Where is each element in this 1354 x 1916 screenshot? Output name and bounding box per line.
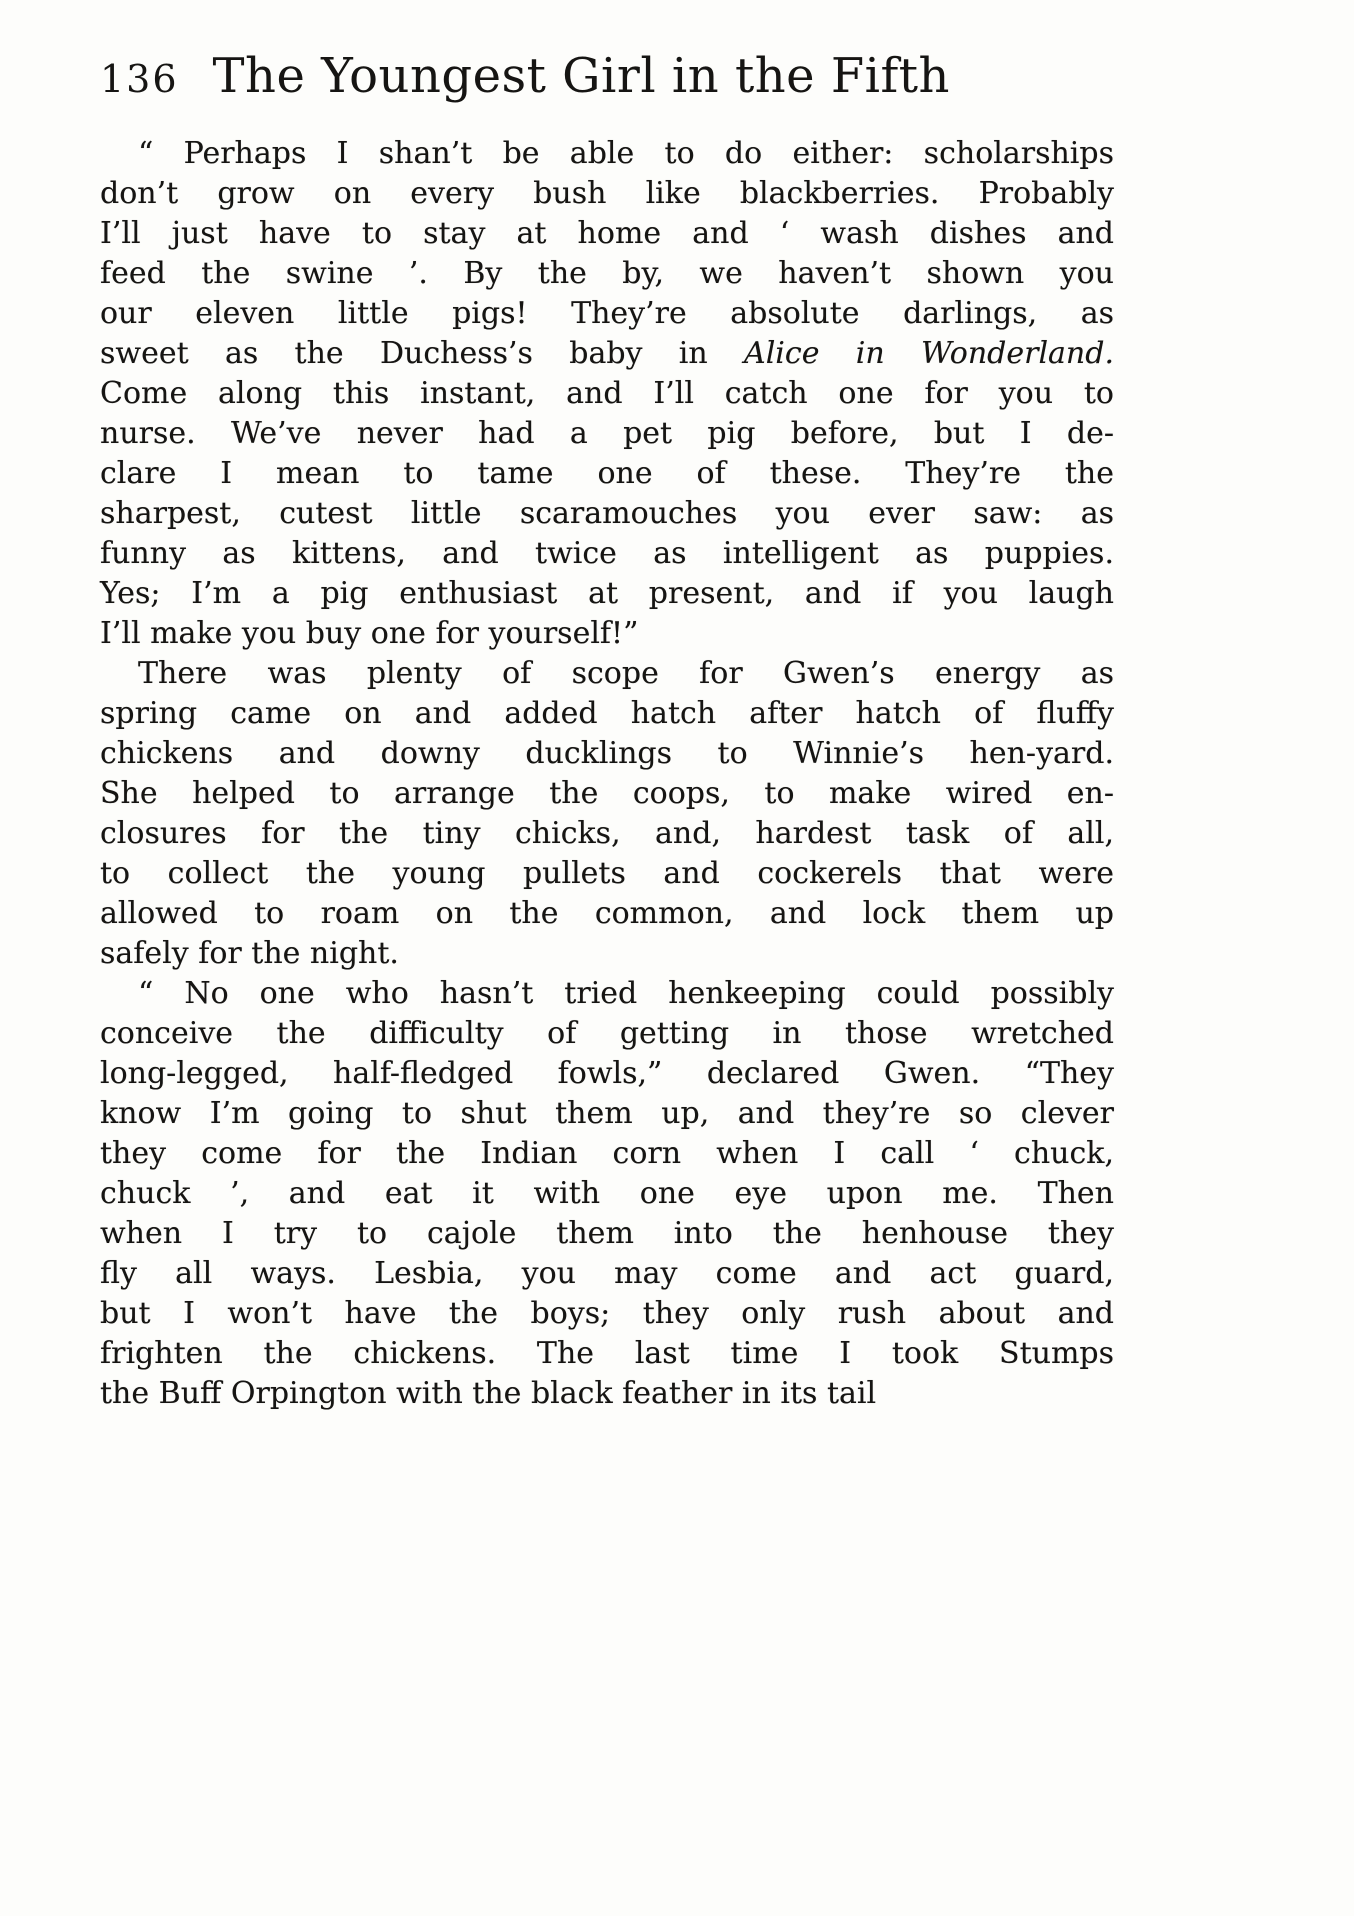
text-line: safely for the night.	[100, 936, 399, 971]
text-line: I’ll just have to stay at home and ‘ wash dishes and	[100, 216, 1114, 251]
text-line: sweet as the Duchess’s baby in Alice in Wonderland.	[100, 336, 1114, 371]
text-line: to collect the young pullets and cockerels that were	[100, 856, 1114, 891]
text-line: chickens and downy ducklings to Winnie’s hen-yard.	[100, 736, 1114, 771]
text-line: when I try to cajole them into the henhouse they	[100, 1216, 1114, 1251]
text-line: “ Perhaps I shan’t be able to do either: scholarships	[138, 136, 1114, 171]
text-block	[100, 134, 1114, 1414]
text-line: feed the swine ’. By the by, we haven’t shown you	[100, 256, 1114, 291]
running-title: The Youngest Girl in the Fifth	[212, 48, 950, 104]
text-line: chuck ’, and eat it with one eye upon me. Then	[100, 1176, 1114, 1211]
text-line: they come for the Indian corn when I call ‘ chuck,	[100, 1136, 1114, 1171]
text-line: “ No one who hasn’t tried henkeeping could possibly	[138, 976, 1114, 1011]
text-line: Yes; I’m a pig enthusiast at present, and if you laugh	[100, 576, 1114, 611]
text-line: She helped to arrange the coops, to make wired en-	[100, 776, 1114, 811]
text-line: long-legged, half-fledged fowls,” declared Gwen. “They	[100, 1056, 1114, 1091]
text-line: spring came on and added hatch after hatch of fluffy	[100, 696, 1114, 731]
text-line: allowed to roam on the common, and lock them up	[100, 896, 1114, 931]
text-line: funny as kittens, and twice as intelligent as puppies.	[100, 536, 1114, 571]
paragraph	[100, 974, 1114, 1414]
text-line: nurse. We’ve never had a pet pig before, but I de-	[100, 416, 1114, 451]
text-line: There was plenty of scope for Gwen’s energy as	[138, 656, 1114, 691]
text-line: Come along this instant, and I’ll catch one for you to	[100, 376, 1114, 411]
text-line: know I’m going to shut them up, and they’re so clever	[100, 1096, 1114, 1131]
text-line: sharpest, cutest little scaramouches you ever saw: as	[100, 496, 1114, 531]
text-line: don’t grow on every bush like blackberries. Probably	[100, 176, 1114, 211]
text-line: conceive the difficulty of getting in those wretched	[100, 1016, 1114, 1051]
text-line: clare I mean to tame one of these. They’re the	[100, 456, 1114, 491]
text-line: closures for the tiny chicks, and, hardest task of all,	[100, 816, 1114, 851]
text-line: the Buff Orpington with the black feather in its tail	[100, 1376, 877, 1411]
text-line: but I won’t have the boys; they only rush about and	[100, 1296, 1114, 1331]
text-line: fly all ways. Lesbia, you may come and act guard,	[100, 1256, 1114, 1291]
page-number: 136	[100, 57, 179, 101]
text-line: our eleven little pigs! They’re absolute darlings, as	[100, 296, 1114, 331]
text-line: I’ll make you buy one for yourself!”	[100, 616, 639, 651]
text-line: frighten the chickens. The last time I took Stumps	[100, 1336, 1114, 1371]
paragraph	[100, 654, 1114, 974]
page-header	[100, 48, 1114, 104]
paragraph	[100, 134, 1114, 654]
